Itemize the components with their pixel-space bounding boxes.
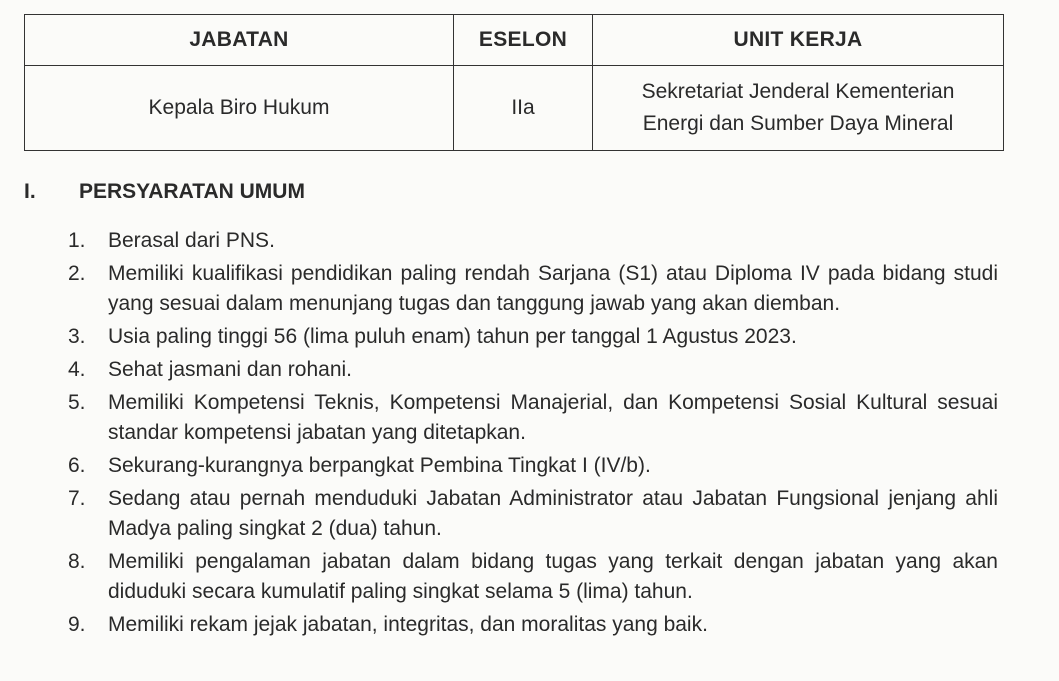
list-item <box>68 484 998 544</box>
unit-kerja-line-2: Energi dan Sumber Daya Mineral <box>642 112 954 135</box>
list-item-number: 7. <box>68 487 86 510</box>
list-item-text: Berasal dari PNS. <box>108 229 275 252</box>
table-header-row <box>25 15 1004 66</box>
list-item-number: 9. <box>68 613 86 636</box>
section-number: I. <box>24 180 36 203</box>
list-item-text: Sehat jasmani dan rohani. <box>108 358 352 381</box>
list-item <box>68 547 998 607</box>
list-item-text: Memiliki pengalaman jabatan dalam bidang tugas yang terkait dengan jabatan yang akan diduduki secara kumulatif paling singkat selama 5 (lima) tahun. <box>108 550 998 603</box>
unit-kerja-line-1: Sekretariat Jenderal Kementerian <box>641 80 955 103</box>
cell-jabatan: Kepala Biro Hukum <box>25 66 454 151</box>
list-item <box>68 451 998 481</box>
list-item-text: Sedang atau pernah menduduki Jabatan Administrator atau Jabatan Fungsional jenjang ahli Madya paling singkat 2 (dua) tahun. <box>108 487 998 540</box>
cell-eselon: IIa <box>454 66 593 151</box>
list-item <box>68 355 998 385</box>
list-item-text: Usia paling tinggi 56 (lima puluh enam) tahun per tanggal 1 Agustus 2023. <box>108 325 797 348</box>
list-item-number: 1. <box>68 229 86 252</box>
list-item <box>68 388 998 448</box>
requirements-list <box>68 226 998 643</box>
list-item-number: 4. <box>68 358 86 381</box>
list-item-text: Sekurang-kurangnya berpangkat Pembina Tingkat I (IV/b). <box>108 454 651 477</box>
header-eselon: ESELON <box>454 15 593 66</box>
section-title: PERSYARATAN UMUM <box>79 180 305 203</box>
list-item-text: Memiliki Kompetensi Teknis, Kompetensi Manajerial, dan Kompetensi Sosial Kultural sesuai standar kompetensi jabatan yang ditetapkan. <box>108 391 998 444</box>
cell-unit-kerja <box>593 66 1004 151</box>
list-item-number: 5. <box>68 391 86 414</box>
list-item-number: 6. <box>68 454 86 477</box>
list-item <box>68 259 998 319</box>
section-heading <box>24 180 305 204</box>
list-item <box>68 610 998 640</box>
list-item-number: 2. <box>68 262 86 285</box>
list-item-text: Memiliki kualifikasi pendidikan paling rendah Sarjana (S1) atau Diploma IV pada bidang studi yang sesuai dalam menunjang tugas dan tanggung jawab yang akan diemban. <box>108 262 998 315</box>
list-item-number: 8. <box>68 550 86 573</box>
header-jabatan: JABATAN <box>25 15 454 66</box>
list-item <box>68 322 998 352</box>
header-unit-kerja: UNIT KERJA <box>593 15 1004 66</box>
position-table <box>24 14 1004 151</box>
list-item-text: Memiliki rekam jejak jabatan, integritas, dan moralitas yang baik. <box>108 613 708 636</box>
table-row <box>25 66 1004 151</box>
list-item-number: 3. <box>68 325 86 348</box>
list-item <box>68 226 998 256</box>
